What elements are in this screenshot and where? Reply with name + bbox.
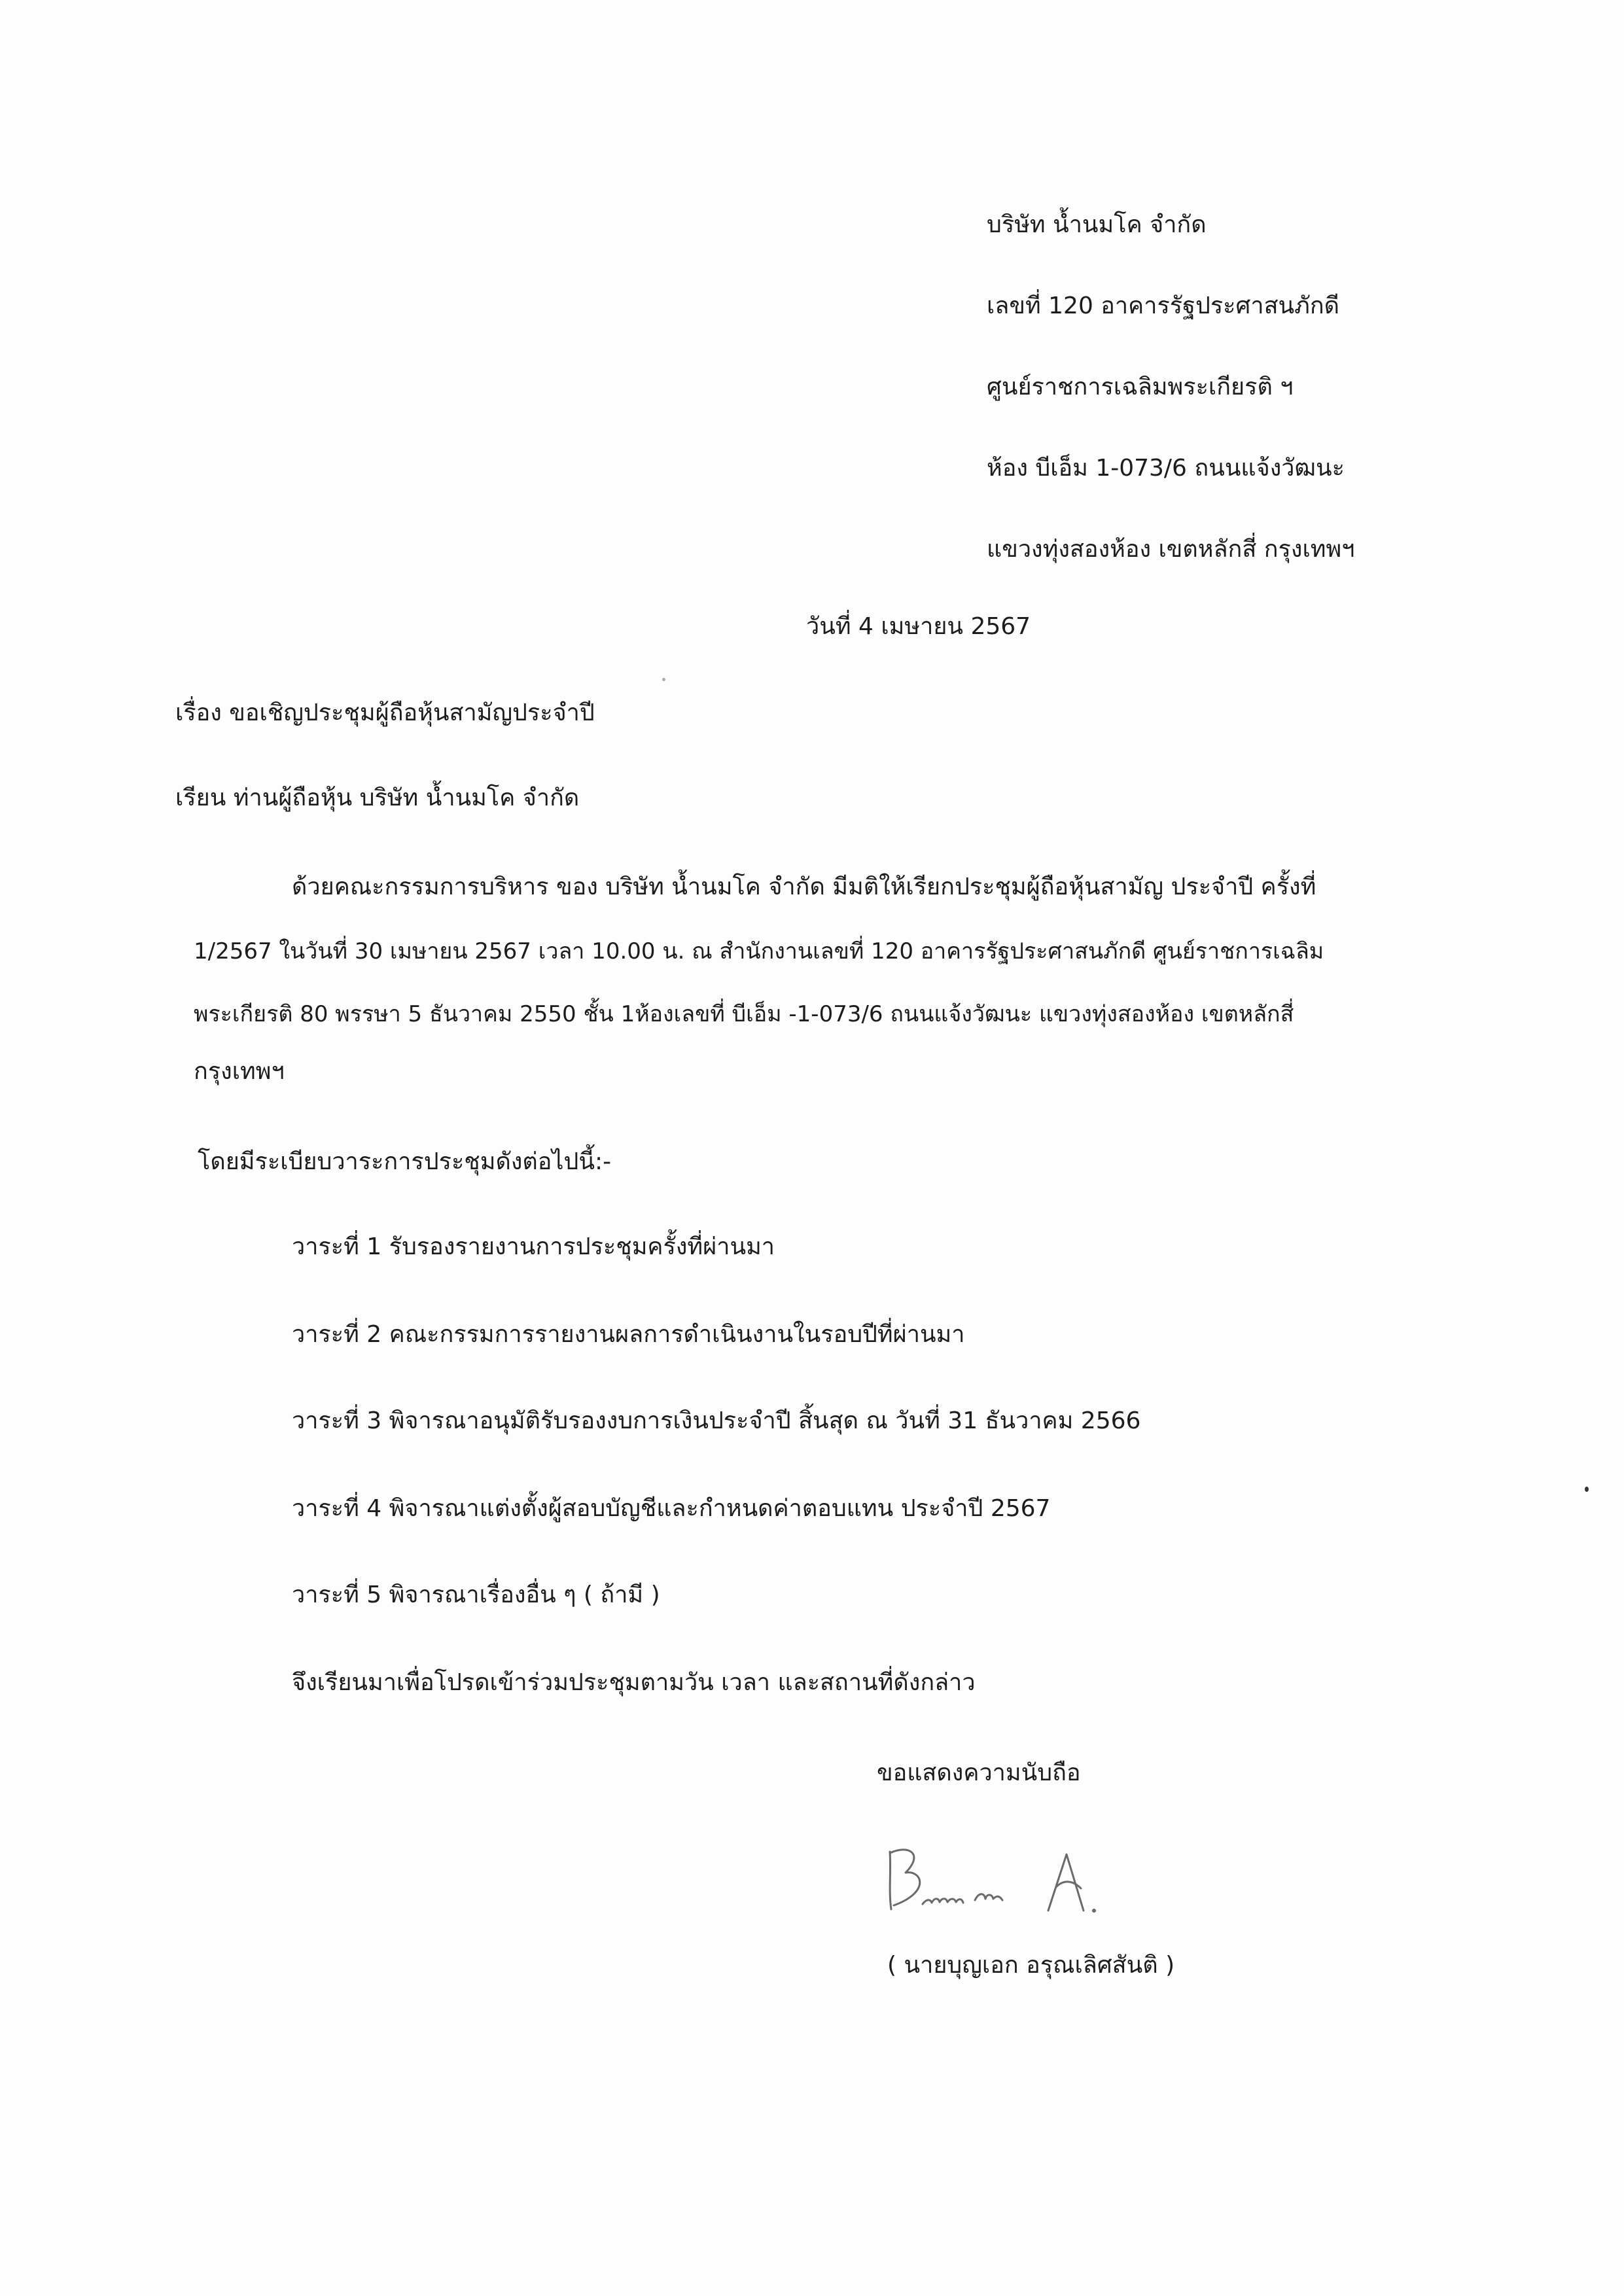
- agenda-item: วาระที่ 1 รับรองรายงานการประชุมครั้งที่ผ่านมา: [292, 1233, 775, 1260]
- letter-subject: เรื่อง ขอเชิญประชุมผู้ถือหุ้นสามัญประจำปี: [175, 699, 595, 726]
- sender-address-line-1: เลขที่ 120 อาคารรัฐประศาสนภักดี: [987, 292, 1340, 319]
- letter-recipient: เรียน ท่านผู้ถือหุ้น บริษัท น้ำนมโค จำกัด: [175, 785, 580, 811]
- letter-date: วันที่ 4 เมษายน 2567: [806, 613, 1031, 640]
- body-line-1: ด้วยคณะกรรมการบริหาร ของ บริษัท น้ำนมโค จำกัด มีมติให้เรียกประชุมผู้ถือหุ้นสามัญ ประจำปี ครั้งที่: [292, 874, 1316, 900]
- closing-salutation: ขอแสดงความนับถือ: [877, 1759, 1081, 1786]
- sender-address-line-2: ศูนย์ราชการเฉลิมพระเกียรติ ฯ: [987, 374, 1294, 400]
- closing-request: จึงเรียนมาเพื่อโปรดเข้าร่วมประชุมตามวัน เวลา และสถานที่ดังกล่าว: [292, 1669, 976, 1696]
- sender-company: บริษัท น้ำนมโค จำกัด: [987, 211, 1207, 238]
- body-line-4: กรุงเทพฯ: [194, 1058, 285, 1085]
- sender-address-line-4: แขวงทุ่งสองห้อง เขตหลักสี่ กรุงเทพฯ: [987, 536, 1355, 563]
- sender-address-line-3: ห้อง บีเอ็ม 1-073/6 ถนนแจ้งวัฒนะ: [987, 455, 1345, 482]
- scan-speck: [1585, 1487, 1589, 1492]
- agenda-item: วาระที่ 5 พิจารณาเรื่องอื่น ๆ ( ถ้ามี ): [292, 1581, 660, 1608]
- body-line-3: พระเกียรติ 80 พรรษา 5 ธันวาคม 2550 ชั้น 1ห้องเลขที่ บีเอ็ม -1-073/6 ถนนแจ้งวัฒนะ แขวงทุ่งสองห้อง เขตหลักสี่: [194, 1001, 1294, 1027]
- agenda-intro: โดยมีระเบียบวาระการประชุมดังต่อไปนี้:-: [198, 1148, 612, 1175]
- body-line-2: 1/2567 ในวันที่ 30 เมษายน 2567 เวลา 10.00 น. ณ สำนักงานเลขที่ 120 อาคารรัฐประศาสนภักดี ศูนย์ราชการเฉลิม: [194, 938, 1324, 964]
- agenda-item: วาระที่ 3 พิจารณาอนุมัติรับรองงบการเงินประจำปี สิ้นสุด ณ วันที่ 31 ธันวาคม 2566: [292, 1407, 1141, 1434]
- agenda-item: วาระที่ 4 พิจารณาแต่งตั้งผู้สอบบัญชีและกำหนดค่าตอบแทน ประจำปี 2567: [292, 1495, 1051, 1522]
- scan-speck: [662, 678, 665, 681]
- handwritten-signature: [877, 1832, 1125, 1930]
- signatory-name: ( นายบุญเอก อรุณเลิศสันติ ): [887, 1952, 1175, 1979]
- agenda-item: วาระที่ 2 คณะกรรมการรายงานผลการดำเนินงานในรอบปีที่ผ่านมา: [292, 1321, 965, 1348]
